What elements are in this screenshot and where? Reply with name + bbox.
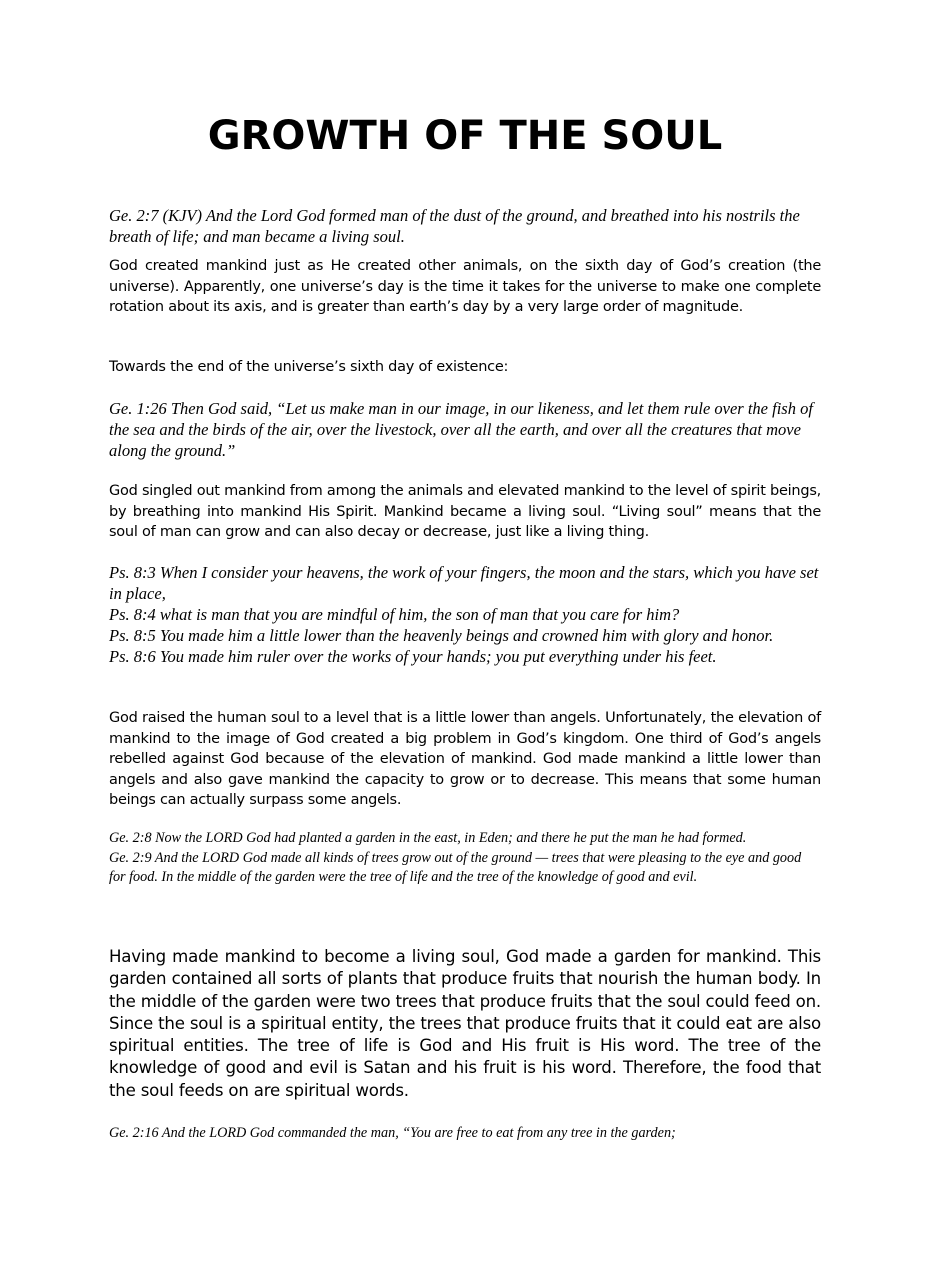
paragraph-text: Towards the end of the universe’s sixth day of existence: [109,359,509,375]
scripture-quote-genesis-2-8-9 [109,829,821,888]
scripture-quote-genesis-2-7 [109,205,821,247]
verse-text: Ge. 2:16 And the LORD God commanded the man, “You are free to eat from any tree in the garden; [109,1125,676,1141]
verse-line: Ge. 2:8 Now the LORD God had planted a garden in the east, in Eden; and there he put the man he had formed. [109,830,747,846]
paragraph-text: Having made mankind to become a living soul, God made a garden for mankind. This garden contained all sorts of plants that produce fruits that nourish the human body. In the middle of the garden were two trees that produce fruits that the soul could feed on. Since the soul is a spiritual entity, the trees that produce fruits that it could eat are also spiritual entities. The tree of life is God and His fruit is His word. The tree of the knowledge of good and evil is Satan and his fruit is his word. Therefore, the food that the soul feeds on are spiritual words. [109,947,821,1100]
verse-line: Ps. 8:6 You made him ruler over the works of your hands; you put everything under his feet. [109,647,717,666]
body-paragraph-5 [109,946,821,1102]
verse-text: Ge. 1:26 Then God said, “Let us make man in our image, in our likeness, and let them rule over the fish of the sea and the birds of the air, over the livestock, over all the earth, and over all the creatures that move along the ground.” [109,399,813,460]
verse-line: Ps. 8:3 When I consider your heavens, the work of your fingers, the moon and the stars, which you have set in place, [109,563,819,603]
paragraph-text: God created mankind just as He created other animals, on the sixth day of God’s creation (the universe). Apparently, one universe’s day is the time it takes for the universe to make one complete rotation about its axis, and is greater than earth’s day by a very large order of magnitude. [109,258,821,315]
verse-line: Ge. 2:9 And the LORD God made all kinds of trees grow out of the ground — trees that were pleasing to the eye and good for food. In the middle of the garden were the tree of life and the tree of the knowledge of good and evil. [109,849,802,885]
verse-line: Ps. 8:5 You made him a little lower than the heavenly beings and crowned him with glory and honor. [109,626,774,645]
body-paragraph-2 [109,357,821,378]
body-paragraph-3 [109,481,821,543]
scripture-quote-psalm-8 [109,562,821,667]
page-title: GROWTH OF THE SOUL [207,113,723,159]
scripture-quote-genesis-2-16 [109,1124,821,1144]
verse-line: Ps. 8:4 what is man that you are mindful of him, the son of man that you care for him? [109,605,680,624]
body-paragraph-1 [109,256,821,318]
paragraph-text: God raised the human soul to a level that is a little lower than angels. Unfortunately, the elevation of mankind to the image of God created a big problem in God’s kingdom. One third of God’s angels rebelled against God because of the elevation of mankind. God made mankind a little lower than angels and also gave mankind the capacity to grow or to decrease. This means that some human beings can actually surpass some angels. [109,710,821,808]
verse-text: Ge. 2:7 (KJV) And the Lord God formed man of the dust of the ground, and breathed into his nostrils the breath of life; and man became a living soul. [109,206,800,246]
body-paragraph-4 [109,708,821,811]
scripture-quote-genesis-1-26 [109,398,821,461]
paragraph-text: God singled out mankind from among the animals and elevated mankind to the level of spirit beings, by breathing into mankind His Spirit. Mankind became a living soul. “Living soul” means that the soul of man can grow and can also decay or decrease, just like a living thing. [109,483,821,540]
